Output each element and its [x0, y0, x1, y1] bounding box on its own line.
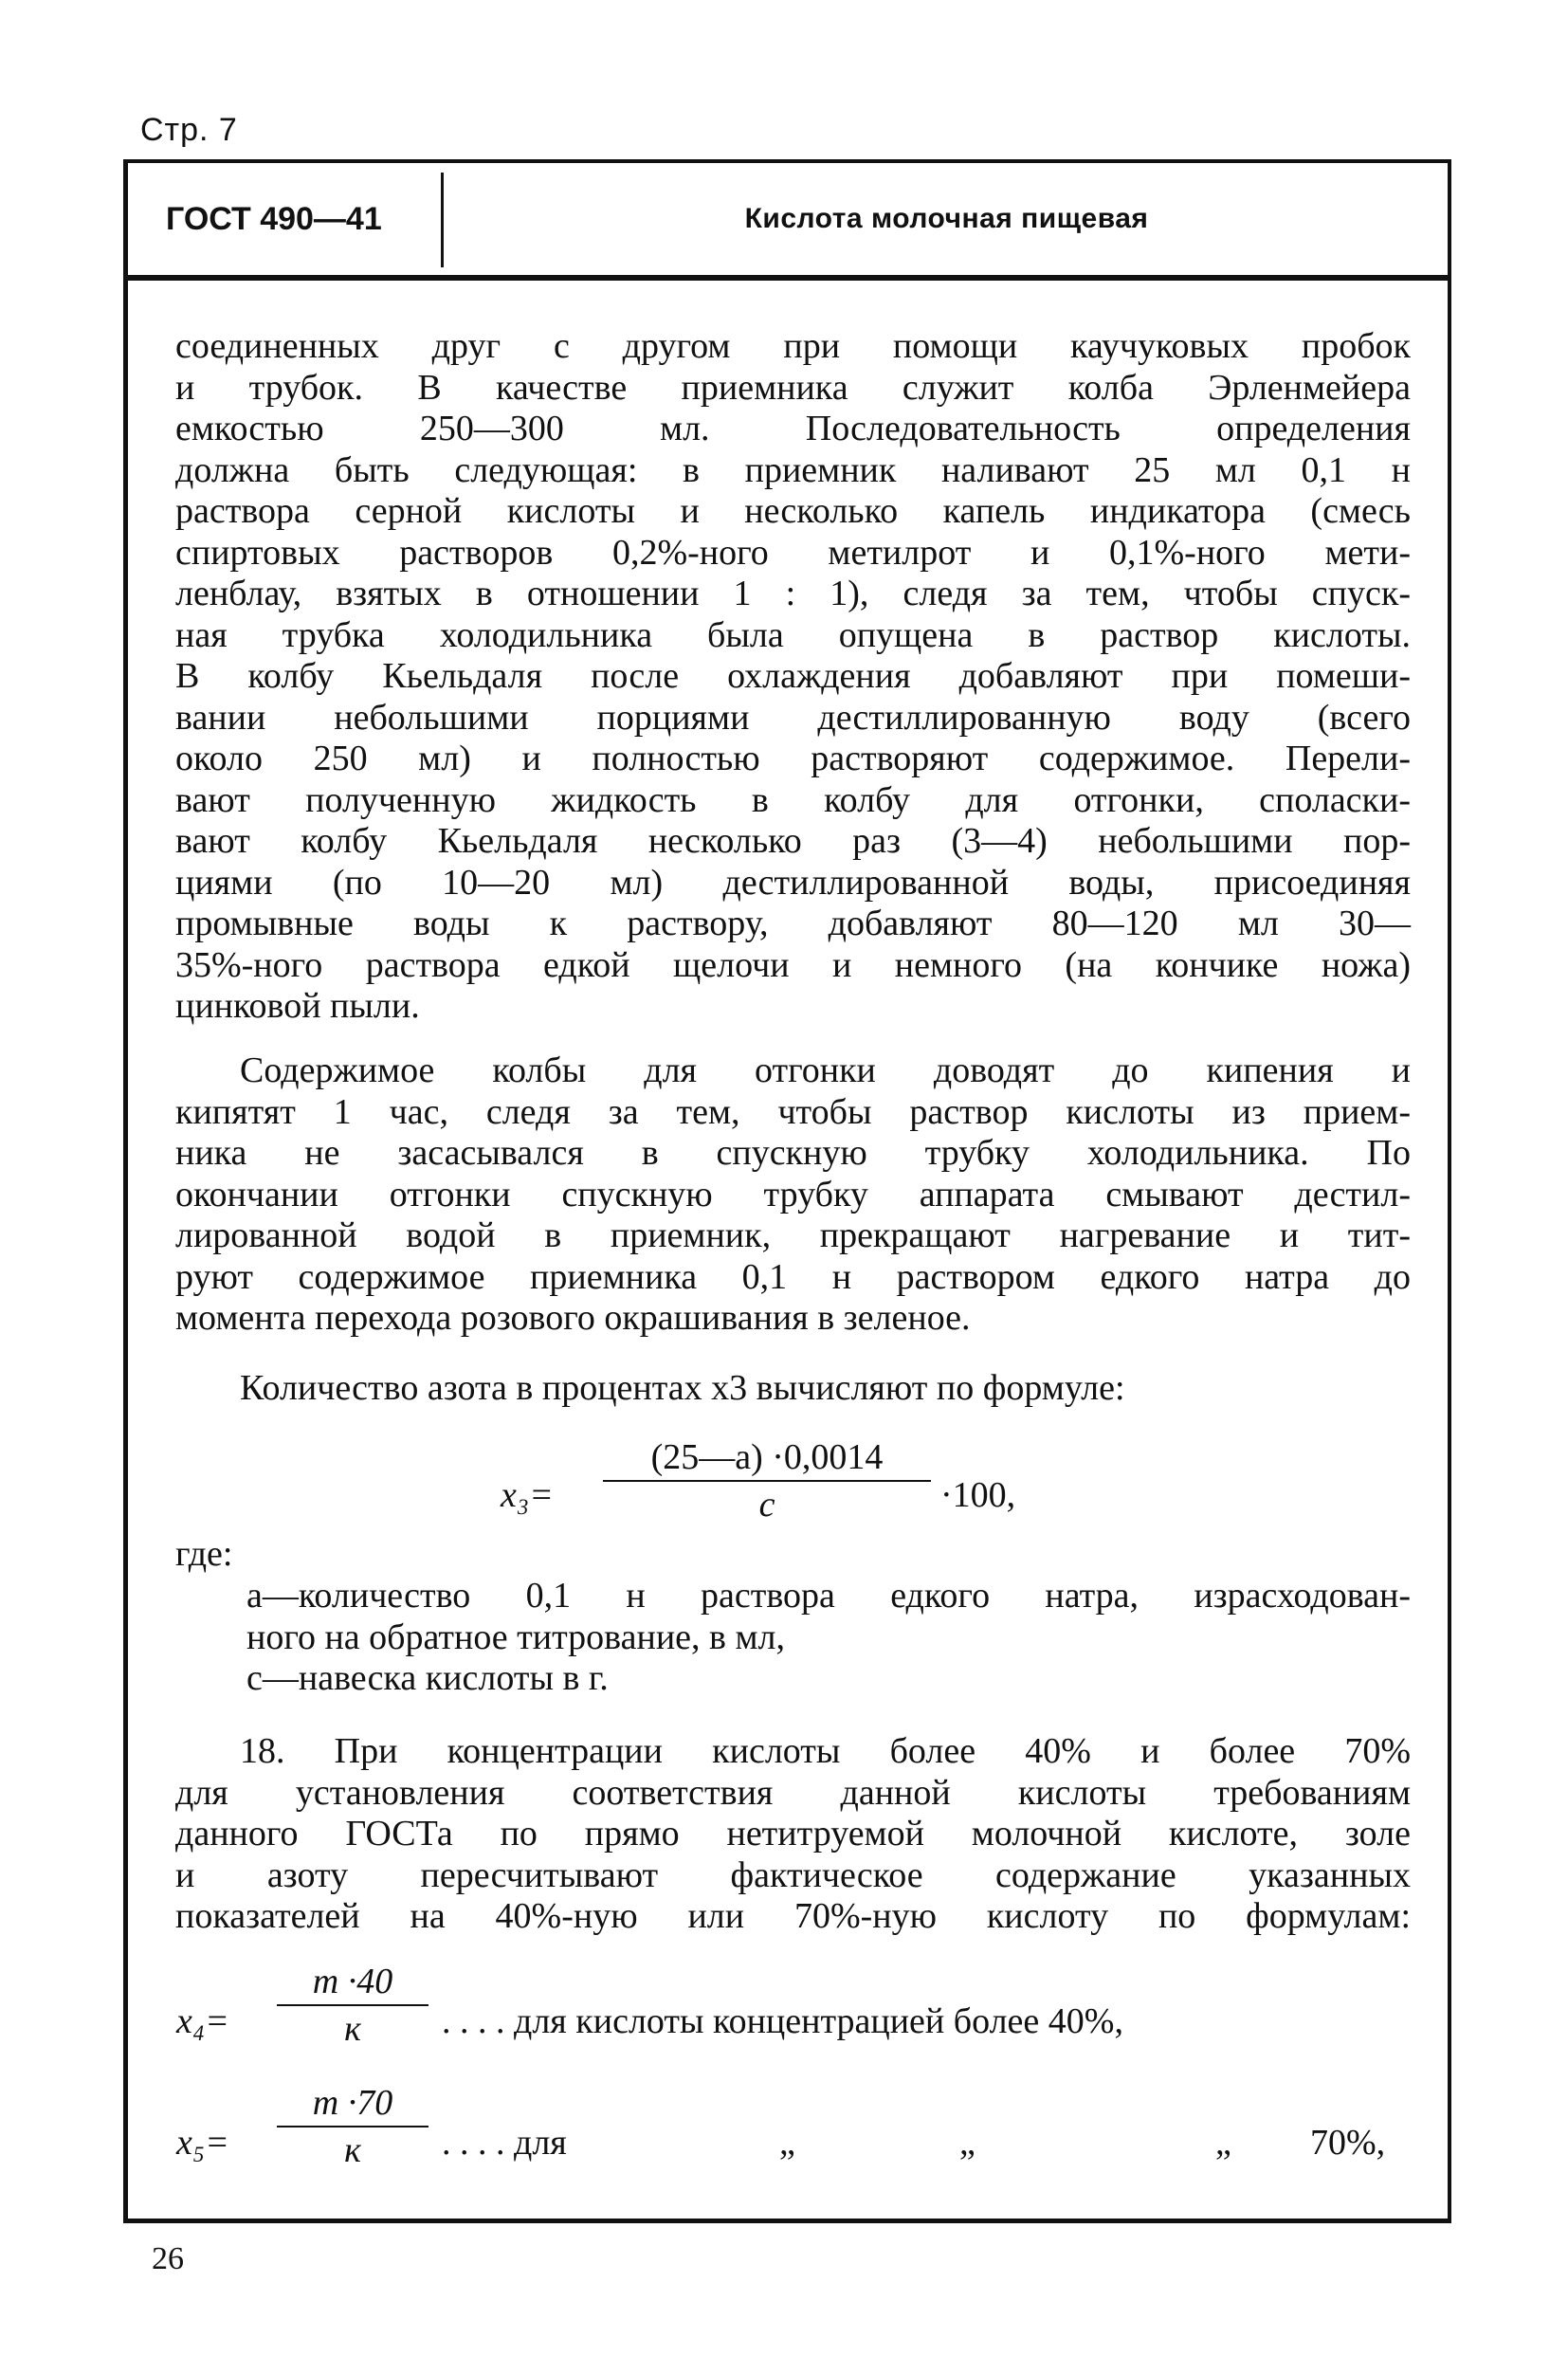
formula-x4-fraction-bar: [277, 2004, 428, 2006]
header-separator: [441, 173, 444, 267]
formula-x3-denominator: c: [758, 1485, 775, 1525]
header-title: Кислота молочная пищевая: [744, 203, 1149, 234]
formula-x3-numerator: (25—a) ·0,0014: [650, 1437, 884, 1477]
text-line: промывные воды к раствору, добавляют 80—120 мл 30—: [175, 904, 1411, 943]
text-line: раствора серной кислоты и несколько капель индикатора (смесь: [175, 491, 1411, 531]
where-label: где:: [175, 1534, 233, 1574]
text-line: и азоту пересчитывают фактическое содержание указанных: [175, 1854, 1411, 1895]
text-line: 35%-ного раствора едкой щелочи и немного (на кончике ножа): [175, 944, 1411, 985]
text-line: циями (по 10—20 мл) дестиллированной воды, присоединяя: [175, 862, 1411, 903]
text-line: кипятят 1 час, следя за тем, чтобы раствор кислоты из прием-: [175, 1091, 1411, 1132]
text-line: данного ГОСТа по прямо нетитруемой молочной кислоте, золе: [175, 1814, 1411, 1854]
text-line: вании небольшими порциями дестиллированную воду (всего: [175, 697, 1411, 738]
formula-x5-lhs: x₅=: [176, 2123, 229, 2163]
text-line: В колбу Кьельдаля после охлаждения добавляют при помеши-: [175, 656, 1411, 696]
text-line: руют содержимое приемника 0,1 н раствором едкого натра до: [175, 1256, 1411, 1297]
text-line: емкостью 250—300 мл. Последовательность определения: [175, 409, 1411, 448]
formula-x5-fraction-bar: [277, 2126, 428, 2127]
paragraph-18: [175, 1731, 1411, 1938]
text-line: цинковой пыли.: [175, 986, 420, 1026]
page-label: Стр. 7: [140, 112, 238, 148]
text-line: ленблау, взятых в отношении 1 : 1), следя за тем, чтобы спуск-: [175, 574, 1411, 613]
text-line: 18. При концентрации кислоты более 40% и более 70%: [240, 1731, 1411, 1771]
text-line: ника не засасывался в спускную трубку холодильника. По: [175, 1133, 1411, 1173]
ditto-mark: „: [779, 2123, 795, 2163]
formula-x5-value: 70%,: [1310, 2123, 1386, 2163]
text-line: окончании отгонки спускную трубку аппарата смывают дестил-: [175, 1174, 1411, 1214]
frame-top-rule: [123, 159, 1451, 163]
formula-x5-tail: . . . . для: [442, 2123, 567, 2163]
formula-x5-numerator: m ·70: [312, 2083, 393, 2123]
text-line: соединенных друг с другом при помощи каучуковых пробок: [175, 326, 1411, 366]
text-line: момента перехода розового окрашивания в зеленое.: [175, 1298, 971, 1338]
formula-x4-lhs: x₄=: [176, 2001, 229, 2041]
ditto-mark: „: [1215, 2123, 1231, 2163]
header-rule: [128, 275, 1448, 281]
text-line: и трубок. В качестве приемника служит колба Эрленмейера: [175, 367, 1411, 408]
formula-x3-tail: ·100,: [940, 1475, 1016, 1515]
frame-bottom-rule: [123, 2219, 1451, 2223]
ditto-mark: „: [959, 2123, 975, 2163]
text-line: вают полученную жидкость в колбу для отгонки, споласки-: [175, 779, 1411, 820]
text-line: показателей на 40%-ную или 70%-ную кислоту по формулам:: [175, 1896, 1411, 1936]
definitions: [246, 1576, 1411, 1700]
page-number: 26: [152, 2241, 184, 2276]
text-line: спиртовых растворов 0,2%-ного метилрот и 0,1%-ного мети-: [175, 532, 1411, 573]
formula-x5-denominator: к: [344, 2130, 361, 2170]
formula-x3-lhs: x₃=: [501, 1475, 554, 1515]
formula-x3-fraction-bar: [603, 1480, 931, 1482]
definition-a-cont: ного на обратное титрование, в мл,: [246, 1616, 785, 1657]
text-line: около 250 мл) и полностью растворяют содержимое. Перели-: [175, 739, 1411, 778]
formula-x4-tail: . . . . для кислоты концентрацией более 40%,: [442, 2001, 1123, 2041]
text-line: ная трубка холодильника была опущена в раствор кислоты.: [175, 614, 1411, 655]
definition-a: a—количество 0,1 н раствора едкого натра, израсходован-: [246, 1576, 1411, 1616]
text-line: Содержимое колбы для отгонки доводят до кипения и: [240, 1050, 1411, 1090]
header-standard: ГОСТ 490—41: [166, 201, 382, 237]
text-line: должна быть следующая: в приемник наливают 25 мл 0,1 н: [175, 449, 1411, 490]
frame-left-rule: [123, 163, 128, 2222]
formula-x4-numerator: m ·40: [312, 1962, 393, 2001]
formula-x4-denominator: к: [344, 2009, 361, 2049]
definition-c: c—навеска кислоты в г.: [246, 1658, 609, 1698]
formula-intro: Количество азота в процентах x3 вычисляют по формуле:: [240, 1368, 1125, 1408]
paragraph-2: [175, 1050, 1411, 1340]
frame-right-rule: [1448, 159, 1451, 2222]
text-line: для установления соответствия данной кислоты требованиям: [175, 1772, 1411, 1813]
paragraph-1: [175, 326, 1411, 1028]
text-line: лированной водой в приемник, прекращают нагревание и тит-: [175, 1215, 1411, 1255]
text-line: вают колбу Кьельдаля несколько раз (3—4) небольшими пор-: [175, 821, 1411, 861]
